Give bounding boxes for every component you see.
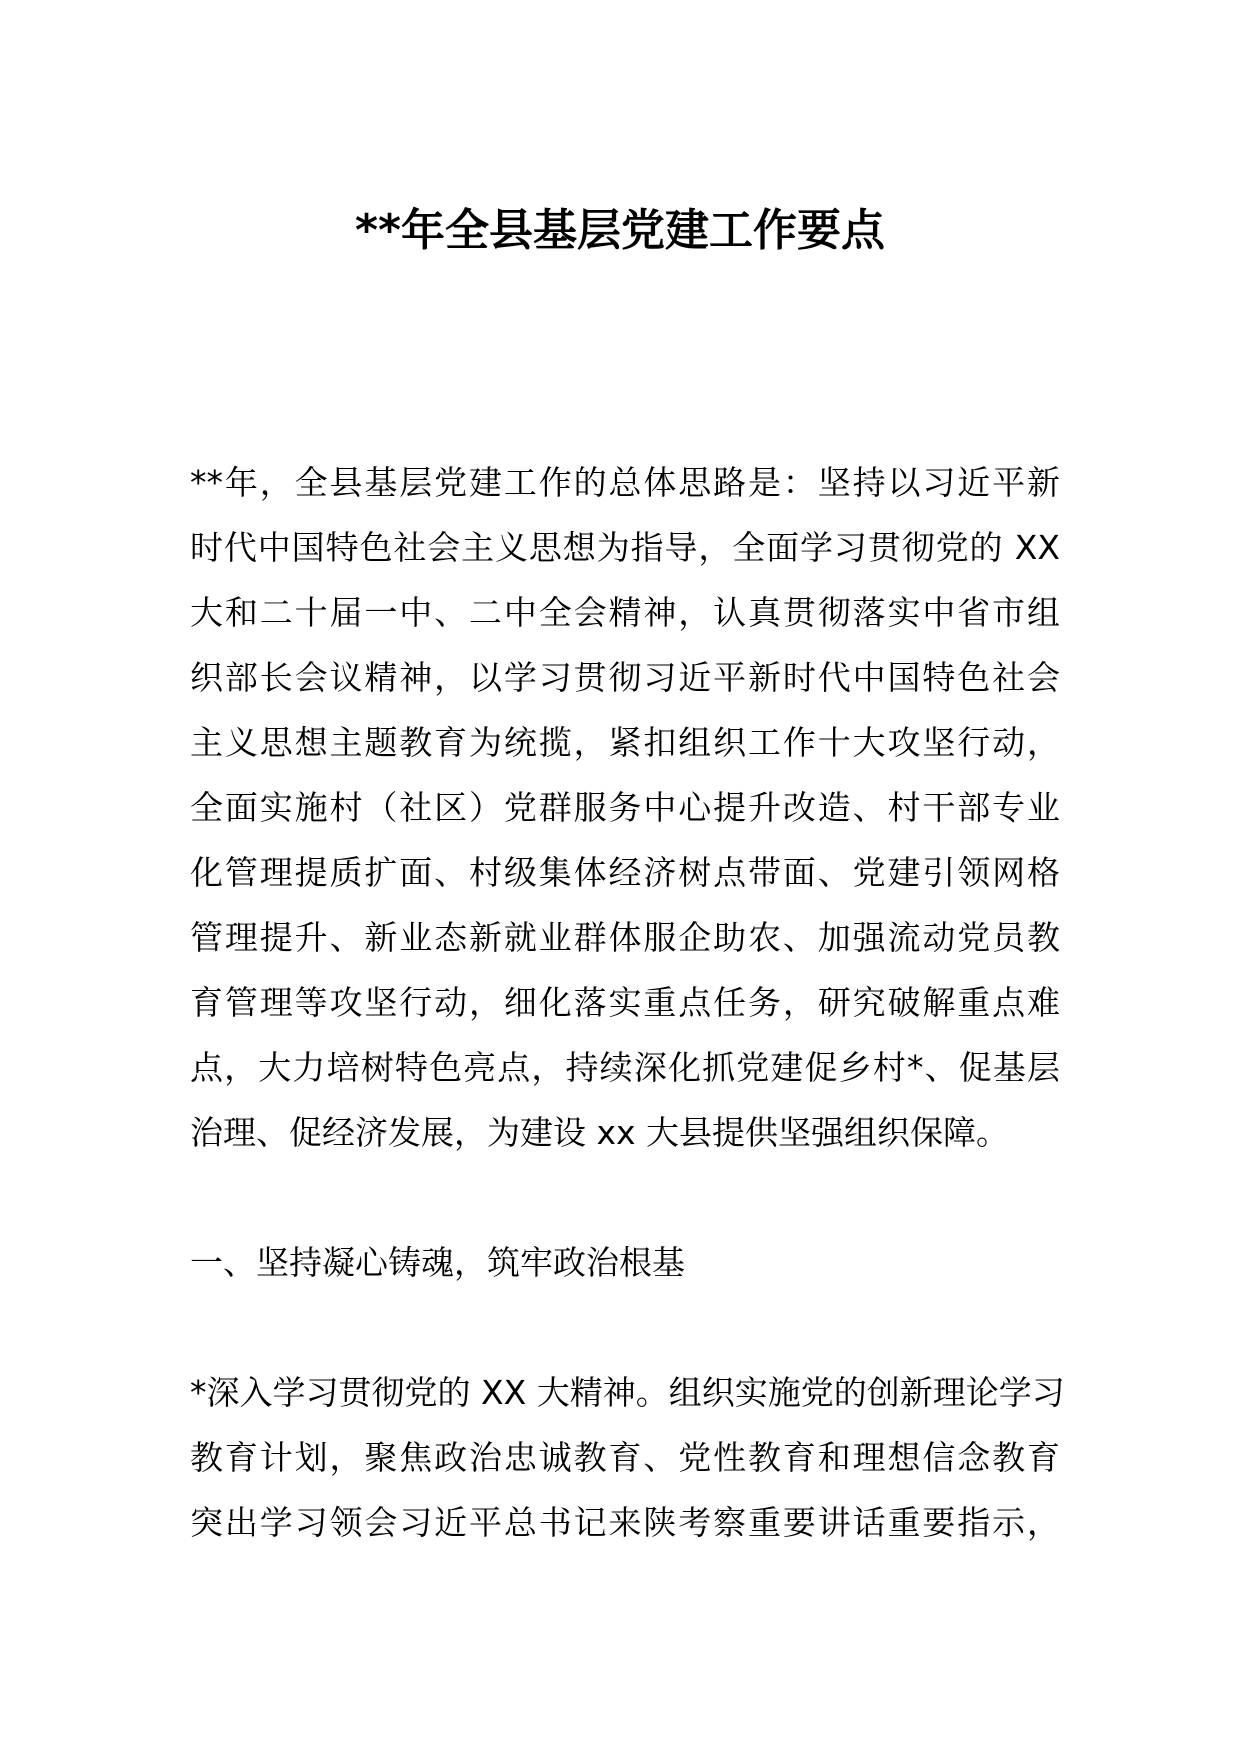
paragraph-line: 教育计划，聚焦政治忠诚教育、党性教育和理想信念教育 (190, 1438, 1060, 1477)
document-title: **年全县基层党建工作要点 (354, 205, 886, 256)
paragraph-line: 织部长会议精神，以学习贯彻习近平新时代中国特色社会 (190, 658, 1060, 697)
paragraph-line: 突出学习领会习近平总书记来陕考察重要讲话重要指示， (190, 1503, 1060, 1542)
paragraph-line: 大和二十届一中、二中全会精神，认真贯彻落实中省市组 (190, 593, 1060, 632)
paragraph-line: 点，大力培树特色亮点，持续深化抓党建促乡村*、促基层 (190, 1048, 1060, 1087)
paragraph-line: 治理、促经济发展，为建设 xx 大县提供坚强组织保障。 (190, 1113, 1010, 1152)
section-heading (190, 1230, 1060, 1295)
paragraph-line: 全面实施村（社区）党群服务中心提升改造、村干部专业 (190, 788, 1060, 827)
section-paragraph (190, 1360, 1065, 1555)
paragraph-line: 化管理提质扩面、村级集体经济树点带面、党建引领网格 (190, 853, 1060, 892)
intro-paragraph (190, 450, 1060, 1165)
section-heading-text: 一、坚持凝心铸魂，筑牢政治根基 (190, 1243, 685, 1282)
paragraph-line: **年，全县基层党建工作的总体思路是：坚持以习近平新 (190, 463, 1060, 502)
paragraph-line: 育管理等攻坚行动，细化落实重点任务，研究破解重点难 (190, 983, 1060, 1022)
paragraph-line: 管理提升、新业态新就业群体服企助农、加强流动党员教 (190, 918, 1060, 957)
paragraph-line: 主义思想主题教育为统揽，紧扣组织工作十大攻坚行动， (190, 723, 1060, 762)
paragraph-line: *深入学习贯彻党的 XX 大精神。组织实施党的创新理论学习 (190, 1373, 1065, 1412)
paragraph-line: 时代中国特色社会主义思想为指导，全面学习贯彻党的 XX (190, 528, 1060, 567)
